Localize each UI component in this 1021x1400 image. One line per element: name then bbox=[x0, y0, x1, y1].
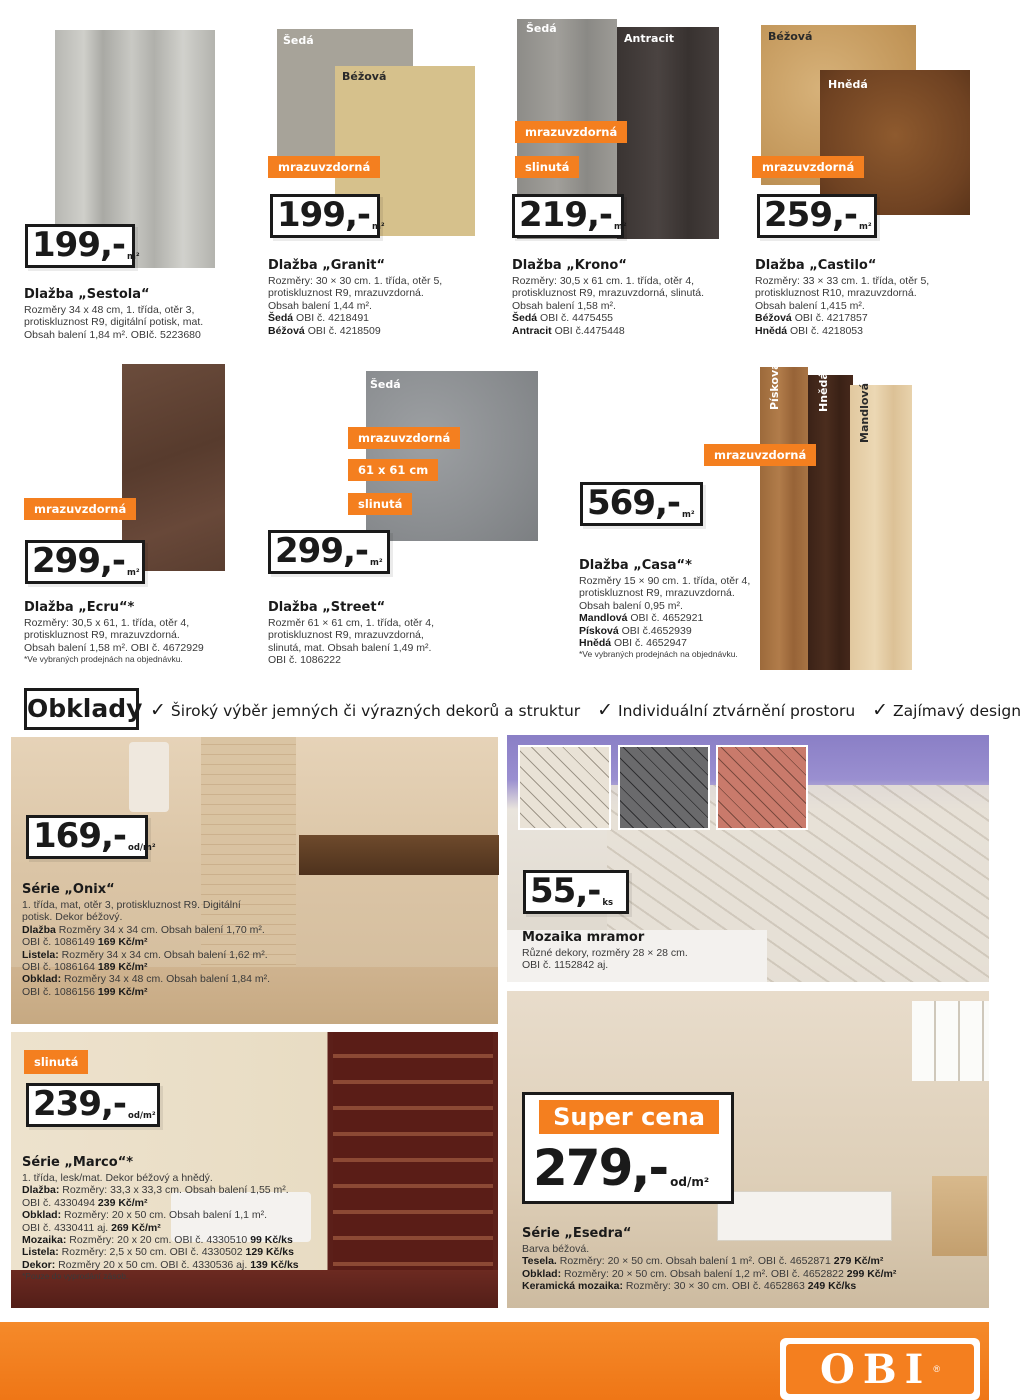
street-price-tag bbox=[268, 530, 390, 574]
obklady-heading: Obklady bbox=[27, 694, 143, 723]
product-title: Dlažba „Sestola“ bbox=[24, 287, 150, 302]
product-title: Dlažba „Street“ bbox=[268, 600, 386, 615]
ecru-price-tag bbox=[25, 540, 145, 584]
check-icon: ✓ bbox=[597, 699, 614, 721]
spec-line: Listela: Rozměry: 2,5 x 50 cm. OBI č. 4330502 129 Kč/ks bbox=[22, 1246, 294, 1259]
spec-line: protiskluznost R9, mrazuvzdorná. bbox=[268, 287, 424, 300]
footnote: *Ve vybraných prodejnách na objednávku. bbox=[579, 649, 738, 660]
onix-description bbox=[22, 882, 302, 998]
super-price-label: Super cena bbox=[539, 1100, 719, 1134]
size-badge: 61 x 61 cm bbox=[348, 459, 438, 481]
spec-line: protiskluznost R9, mrazuvzdorná. bbox=[579, 587, 735, 600]
marco-description bbox=[22, 1155, 312, 1281]
check-icon: ✓ bbox=[872, 699, 889, 721]
spec-line: Tesela. Rozměry: 20 × 50 cm. Obsah balení 1 m². OBI č. 4652871 279 Kč/m² bbox=[522, 1255, 884, 1268]
variant-line: Béžová OBI č. 4217857 bbox=[755, 312, 868, 325]
price-value: 299,- bbox=[275, 531, 368, 571]
spec-line: protiskluznost R9, mrazuvzdorná. bbox=[24, 629, 180, 642]
frost-resistant-badge: mrazuvzdorná bbox=[752, 156, 864, 178]
spec-line: Obsah balení 0,95 m². bbox=[579, 599, 683, 612]
tile-color-label: Šedá bbox=[370, 378, 401, 391]
super-price-value-row bbox=[533, 1137, 729, 1197]
castilo-price-tag bbox=[757, 194, 877, 238]
price-unit: m² bbox=[127, 252, 140, 262]
spec-line: Dekor: Rozměry 20 x 50 cm. OBI č. 4330536 aj. 139 Kč/ks bbox=[22, 1258, 299, 1271]
spec-line: protiskluznost R9, mrazuvzdorná, slinutá. bbox=[512, 287, 704, 300]
marble-mosaic-cream-swatch bbox=[518, 745, 611, 830]
series-title: Série „Esedra“ bbox=[522, 1226, 632, 1241]
floral-decor-strip bbox=[333, 1032, 493, 1308]
variant-line: Šedá OBI č. 4218491 bbox=[268, 312, 369, 325]
variant-line: Hnědá OBI č. 4652947 bbox=[579, 637, 687, 650]
price-unit: od/m² bbox=[670, 1175, 710, 1189]
series-title: Série „Marco“* bbox=[22, 1155, 134, 1170]
product-title: Dlažba „Krono“ bbox=[512, 258, 627, 273]
spec-line: OBI č. 4330411 aj. 269 Kč/m² bbox=[22, 1221, 161, 1234]
price-value: 199,- bbox=[277, 195, 370, 235]
price-value: 219,- bbox=[519, 195, 612, 235]
feature-item: Široký výběr jemných či výrazných dekorů a struktur bbox=[170, 702, 581, 720]
spec-line: Obsah balení 1,415 m². bbox=[755, 299, 865, 312]
product-title: Dlažba „Casa“* bbox=[579, 558, 692, 573]
obi-logo-plate bbox=[786, 1344, 974, 1394]
price-value: 569,- bbox=[587, 483, 680, 523]
series-title: Série „Onix“ bbox=[22, 882, 115, 897]
variant-line: Šedá OBI č. 4475455 bbox=[512, 312, 613, 325]
price-value: 239,- bbox=[33, 1084, 126, 1124]
castilo-description bbox=[755, 258, 980, 337]
spec-line: OBI č. 1086164 189 Kč/m² bbox=[22, 961, 148, 974]
tile-color-label: Mandlová bbox=[858, 383, 871, 443]
towel bbox=[129, 742, 169, 812]
spec-line: OBI č. 1152842 aj. bbox=[522, 959, 609, 972]
price-value: 199,- bbox=[32, 225, 125, 265]
granit-description bbox=[268, 258, 498, 337]
spec-line: Dlažba Rozměry 34 x 34 cm. Obsah balení 1,70 m². bbox=[22, 923, 265, 936]
tile-color-label: Béžová bbox=[342, 70, 387, 83]
obklady-heading-box bbox=[24, 688, 143, 730]
tile-color-label: Šedá bbox=[283, 34, 314, 47]
product-title: Dlažba „Ecru“* bbox=[24, 600, 135, 615]
casa-brown-plank bbox=[808, 375, 853, 670]
super-price-banner bbox=[522, 1092, 734, 1204]
price-unit: m² bbox=[127, 568, 140, 578]
spec-line: Obklad: Rozměry: 20 x 50 cm. Obsah balení 1,1 m². bbox=[22, 1209, 268, 1222]
mozaika-price-tag bbox=[523, 870, 629, 914]
spec-line: OBI č. 4330494 239 Kč/m² bbox=[22, 1196, 148, 1209]
spec-line: Obsah balení 1,58 m². bbox=[512, 299, 616, 312]
onix-price-tag bbox=[26, 815, 156, 859]
variant-line: Písková OBI č.4652939 bbox=[579, 624, 692, 637]
spec-line: Rozměry 34 x 48 cm, 1. třída, otěr 3, bbox=[24, 304, 195, 316]
tile-color-label: Písková bbox=[768, 362, 781, 410]
tile-color-label: Hnědá bbox=[828, 78, 868, 91]
spec-line: protiskluznost R10, mrazuvzdorná. bbox=[755, 287, 917, 300]
spec-line: potisk. Dekor béžový. bbox=[22, 911, 123, 924]
krono-anthracite-tile bbox=[617, 27, 719, 239]
frost-resistant-badge: mrazuvzdorná bbox=[348, 427, 460, 449]
casa-sand-plank bbox=[760, 367, 808, 670]
spec-line: protiskluznost R9, digitální potisk, mat. bbox=[24, 316, 204, 329]
frost-resistant-badge: mrazuvzdorná bbox=[704, 444, 816, 466]
price-unit: m² bbox=[682, 510, 695, 520]
variant-line: Béžová OBI č. 4218509 bbox=[268, 324, 381, 337]
sintered-badge: slinutá bbox=[515, 156, 579, 178]
price-value: 169,- bbox=[33, 816, 126, 856]
street-tile-image bbox=[366, 371, 538, 541]
spec-line: protiskluznost R9, mrazuvzdorná, bbox=[268, 629, 424, 642]
wood-vanity bbox=[299, 835, 499, 875]
spec-line: OBI č. 1086156 199 Kč/m² bbox=[22, 985, 148, 998]
price-value: 279,- bbox=[533, 1139, 668, 1197]
spec-line: Obklad: Rozměry: 20 × 50 cm. Obsah balení 1,2 m². OBI č. 4652822 299 Kč/m² bbox=[522, 1267, 897, 1280]
footnote: *Pouze do vyprodání zásob. bbox=[22, 1271, 129, 1282]
product-title: Dlažba „Granit“ bbox=[268, 258, 386, 273]
spec-line: Rozměry: 30 × 30 cm. 1. třída, otěr 5, bbox=[268, 275, 443, 287]
spec-line: Obklad: Rozměry 34 x 48 cm. Obsah balení 1,84 m². bbox=[22, 973, 271, 986]
spec-line: Obsah balení 1,58 m². OBI č. 4672929 bbox=[24, 641, 204, 654]
krono-description bbox=[512, 258, 747, 337]
tile-color-label: Antracit bbox=[624, 32, 674, 45]
price-unit: m² bbox=[372, 222, 385, 232]
price-value: 299,- bbox=[32, 541, 125, 581]
marco-price-tag bbox=[26, 1083, 160, 1127]
krono-price-tag bbox=[512, 194, 627, 238]
esedra-description bbox=[522, 1226, 982, 1293]
price-value: 55,- bbox=[530, 871, 601, 911]
tile-color-label: Béžová bbox=[768, 30, 813, 43]
check-icon: ✓ bbox=[150, 699, 166, 721]
tile-color-label: Šedá bbox=[526, 22, 557, 35]
granit-price-tag bbox=[270, 194, 385, 238]
registered-mark: ® bbox=[933, 1364, 940, 1374]
spec-line: Dlažba: Rozměry: 33,3 x 33,3 cm. Obsah balení 1,55 m². bbox=[22, 1184, 289, 1197]
spec-line: Obsah balení 1,84 m². OBIč. 5223680 bbox=[24, 328, 201, 341]
feature-item: Zajímavý design bbox=[893, 702, 1021, 720]
variant-line: Mandlová OBI č. 4652921 bbox=[579, 612, 704, 625]
spec-line: Barva béžová. bbox=[522, 1243, 590, 1255]
price-unit: m² bbox=[370, 558, 383, 568]
feature-list bbox=[150, 699, 1021, 721]
frost-resistant-badge: mrazuvzdorná bbox=[515, 121, 627, 143]
sestola-price-tag bbox=[25, 224, 140, 268]
tile-color-label: Hnědá bbox=[817, 372, 830, 412]
spec-line: OBI č. 1086149 169 Kč/m² bbox=[22, 936, 148, 949]
feature-item: Individuální ztvárnění prostoru bbox=[618, 702, 856, 720]
sestola-description bbox=[24, 287, 254, 341]
price-unit: ks bbox=[602, 898, 614, 908]
spec-line: slinutá, mat. Obsah balení 1,49 m². bbox=[268, 641, 432, 654]
spec-line: Rozměry: 30,5 x 61, 1. třída, otěr 4, bbox=[24, 617, 190, 629]
price-value: 259,- bbox=[764, 195, 857, 235]
spec-line: Rozměr 61 × 61 cm, 1. třída, otěr 4, bbox=[268, 617, 435, 629]
spec-line: OBI č. 1086222 bbox=[268, 654, 341, 667]
street-description bbox=[268, 600, 498, 667]
ecru-description bbox=[24, 600, 254, 664]
price-unit: od/m² bbox=[128, 843, 156, 853]
spec-line: 1. třída, mat, otěr 3, protiskluznost R9. Digitální bbox=[22, 899, 241, 911]
spec-line: Listela: Rozměry 34 x 34 cm. Obsah balení 1,62 m². bbox=[22, 948, 268, 961]
spec-line: Keramická mozaika: Rozměry: 30 × 30 cm. OBI č. 4652863 249 Kč/ks bbox=[522, 1280, 857, 1293]
marble-mosaic-grey-swatch bbox=[618, 745, 710, 830]
price-unit: m² bbox=[859, 222, 872, 232]
spec-line: Mozaika: Rozměry: 20 x 20 cm. OBI č. 4330510 99 Kč/ks bbox=[22, 1234, 293, 1247]
frost-resistant-badge: mrazuvzdorná bbox=[24, 498, 136, 520]
obi-logo-text: OBI bbox=[819, 1345, 932, 1393]
marble-mosaic-red-swatch bbox=[716, 745, 808, 830]
price-unit: m² bbox=[614, 222, 627, 232]
spec-line: Obsah balení 1,44 m². bbox=[268, 299, 372, 312]
variant-line: Hnědá OBI č. 4218053 bbox=[755, 324, 863, 337]
obi-logo bbox=[780, 1338, 980, 1400]
spec-line: 1. třída, lesk/mat. Dekor béžový a hnědý. bbox=[22, 1172, 213, 1184]
window bbox=[912, 1001, 989, 1081]
sintered-badge: slinutá bbox=[24, 1050, 88, 1074]
variant-line: Antracit OBI č.4475448 bbox=[512, 324, 625, 337]
frost-resistant-badge: mrazuvzdorná bbox=[268, 156, 380, 178]
mozaika-description bbox=[522, 930, 722, 972]
spec-line: Rozměry: 30,5 x 61 cm. 1. třída, otěr 4, bbox=[512, 275, 695, 287]
casa-price-tag bbox=[580, 482, 703, 526]
sintered-badge: slinutá bbox=[348, 493, 412, 515]
spec-line: Různé dekory, rozměry 28 × 28 cm. bbox=[522, 947, 688, 959]
footnote: *Ve vybraných prodejnách na objednávku. bbox=[24, 654, 183, 665]
casa-description bbox=[579, 558, 759, 659]
price-unit: od/m² bbox=[128, 1111, 156, 1121]
spec-line: Rozměry 15 × 90 cm. 1. třída, otěr 4, bbox=[579, 575, 751, 587]
product-title: Dlažba „Castilo“ bbox=[755, 258, 877, 273]
series-title: Mozaika mramor bbox=[522, 930, 645, 945]
spec-line: Rozměry: 33 × 33 cm. 1. třída, otěr 5, bbox=[755, 275, 930, 287]
